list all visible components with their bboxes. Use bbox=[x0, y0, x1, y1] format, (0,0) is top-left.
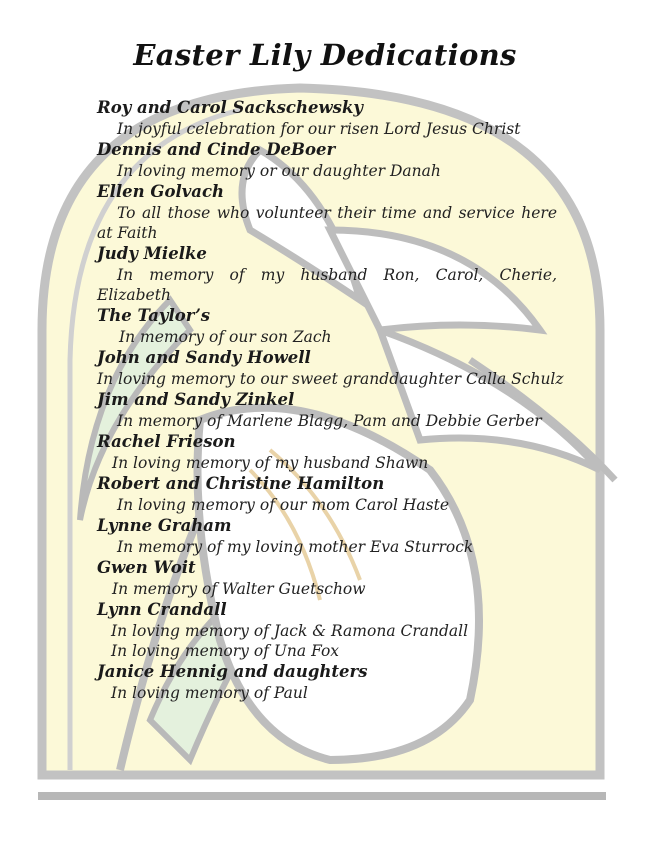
dedication-entry bbox=[97, 431, 557, 473]
dedication-entry bbox=[97, 305, 557, 347]
dedication-name: Jim and Sandy Zinkel bbox=[97, 390, 295, 409]
dedication-message: In loving memory of Una Fox bbox=[111, 642, 340, 660]
dedication-message: In loving memory of Jack & Ramona Crandall bbox=[111, 622, 469, 640]
dedication-message: In memory of Walter Guetschow bbox=[112, 580, 366, 598]
dedication-entry bbox=[97, 181, 557, 243]
dedication-name: Ellen Golvach bbox=[97, 182, 225, 201]
dedication-message: In memory of my loving mother Eva Sturrock bbox=[117, 538, 474, 556]
bottom-divider bbox=[38, 792, 606, 800]
dedication-name: Judy Mielke bbox=[97, 244, 207, 263]
dedication-message: In loving memory of our mom Carol Haste bbox=[117, 496, 450, 514]
dedication-list bbox=[97, 97, 564, 703]
dedication-name: Roy and Carol Sackschewsky bbox=[97, 98, 363, 117]
dedication-name: John and Sandy Howell bbox=[97, 348, 311, 367]
page-title: Easter Lily Dedications bbox=[133, 38, 517, 72]
dedication-entry bbox=[97, 139, 557, 181]
dedication-entry bbox=[97, 389, 557, 431]
dedication-name: Robert and Christine Hamilton bbox=[97, 474, 385, 493]
dedication-entry bbox=[97, 97, 557, 139]
dedication-entry bbox=[97, 661, 557, 703]
dedication-name: Janice Hennig and daughters bbox=[97, 662, 368, 681]
dedication-name: Gwen Woit bbox=[97, 558, 196, 577]
dedication-entry bbox=[97, 557, 557, 599]
dedication-entry bbox=[97, 243, 557, 305]
dedication-entry bbox=[97, 473, 557, 515]
dedication-name: Rachel Frieson bbox=[97, 432, 236, 451]
dedication-message: In memory of Marlene Blagg, Pam and Debbie Gerber bbox=[117, 412, 542, 430]
dedication-message: In joyful celebration for our risen Lord Jesus Christ bbox=[117, 120, 521, 138]
dedication-message: In memory of our son Zach bbox=[119, 328, 332, 346]
dedication-name: Lynne Graham bbox=[97, 516, 232, 535]
dedication-message: In memory of my husband Ron, Carol, Cherie, Elizabeth bbox=[97, 266, 557, 304]
dedication-message: In loving memory or our daughter Danah bbox=[117, 162, 441, 180]
dedication-message: In loving memory of my husband Shawn bbox=[112, 454, 429, 472]
dedication-entry bbox=[97, 347, 564, 389]
dedication-message: To all those who volunteer their time and service here at Faith bbox=[97, 204, 557, 242]
dedication-name: Dennis and Cinde DeBoer bbox=[97, 140, 336, 159]
dedication-name: The Taylor’s bbox=[97, 306, 211, 325]
dedication-entry bbox=[97, 599, 557, 661]
dedication-name: Lynn Crandall bbox=[97, 600, 227, 619]
dedication-entry bbox=[97, 515, 557, 557]
dedication-message: In loving memory to our sweet granddaughter Calla Schulz bbox=[97, 370, 564, 388]
dedication-message: In loving memory of Paul bbox=[111, 684, 308, 702]
